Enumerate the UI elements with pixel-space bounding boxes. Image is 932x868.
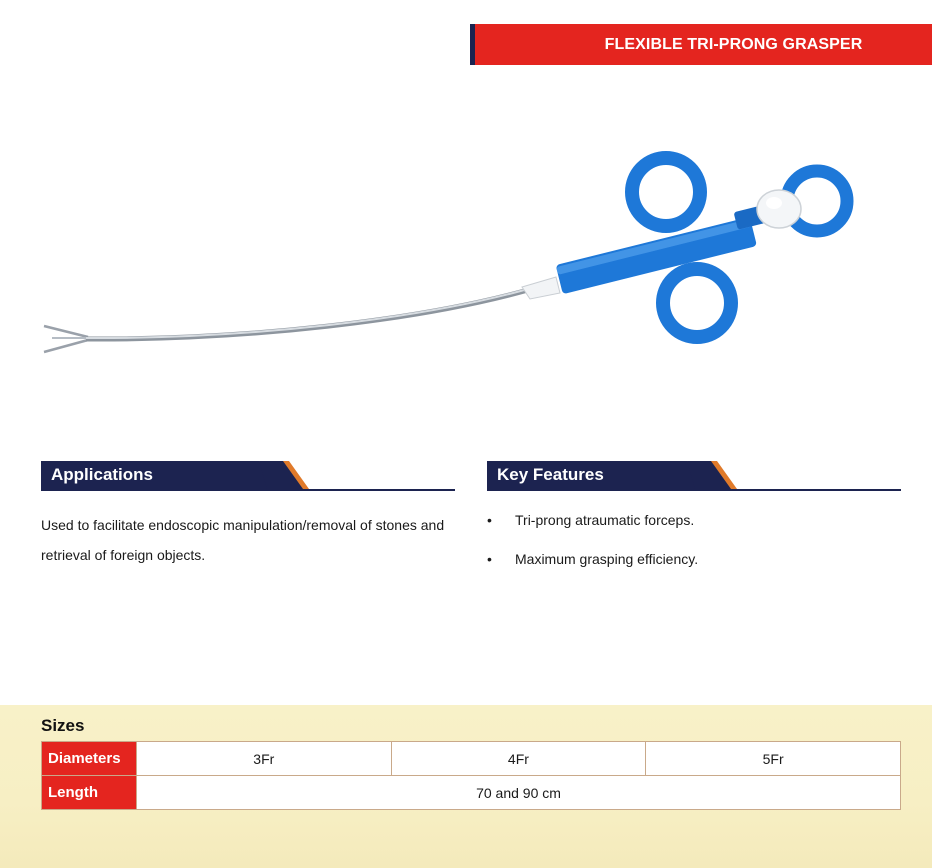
sizes-table <box>41 741 901 810</box>
key-features-list <box>487 510 698 588</box>
applications-text: Used to facilitate endoscopic manipulation/removal of stones and retrieval of foreign objects. <box>41 517 445 563</box>
diameter-cell: 5Fr <box>646 742 901 776</box>
table-row <box>42 776 901 810</box>
bullet-icon: • <box>487 551 492 567</box>
key-features-header <box>487 461 901 491</box>
length-label: Length <box>42 776 137 810</box>
diameter-cell: 3Fr <box>137 742 392 776</box>
applications-header <box>41 461 455 491</box>
list-item: • Maximum grasping efficiency. <box>487 551 699 567</box>
diameter-cell: 4Fr <box>391 742 646 776</box>
title-banner <box>470 24 932 65</box>
diameters-label: Diameters <box>42 742 137 776</box>
bullet-icon: • <box>487 512 492 528</box>
tri-prong-grasper-illustration <box>0 130 932 370</box>
applications-heading: Applications <box>41 461 267 489</box>
list-item: • Tri-prong atraumatic forceps. <box>487 512 695 528</box>
page-title: FLEXIBLE TRI-PRONG GRASPER <box>604 35 863 53</box>
table-row <box>42 742 901 776</box>
sizes-title: Sizes <box>41 716 85 735</box>
header-accent-icon <box>259 461 309 489</box>
length-cell: 70 and 90 cm <box>137 776 901 810</box>
key-features-heading: Key Features <box>487 461 695 489</box>
header-accent-icon <box>687 461 737 489</box>
